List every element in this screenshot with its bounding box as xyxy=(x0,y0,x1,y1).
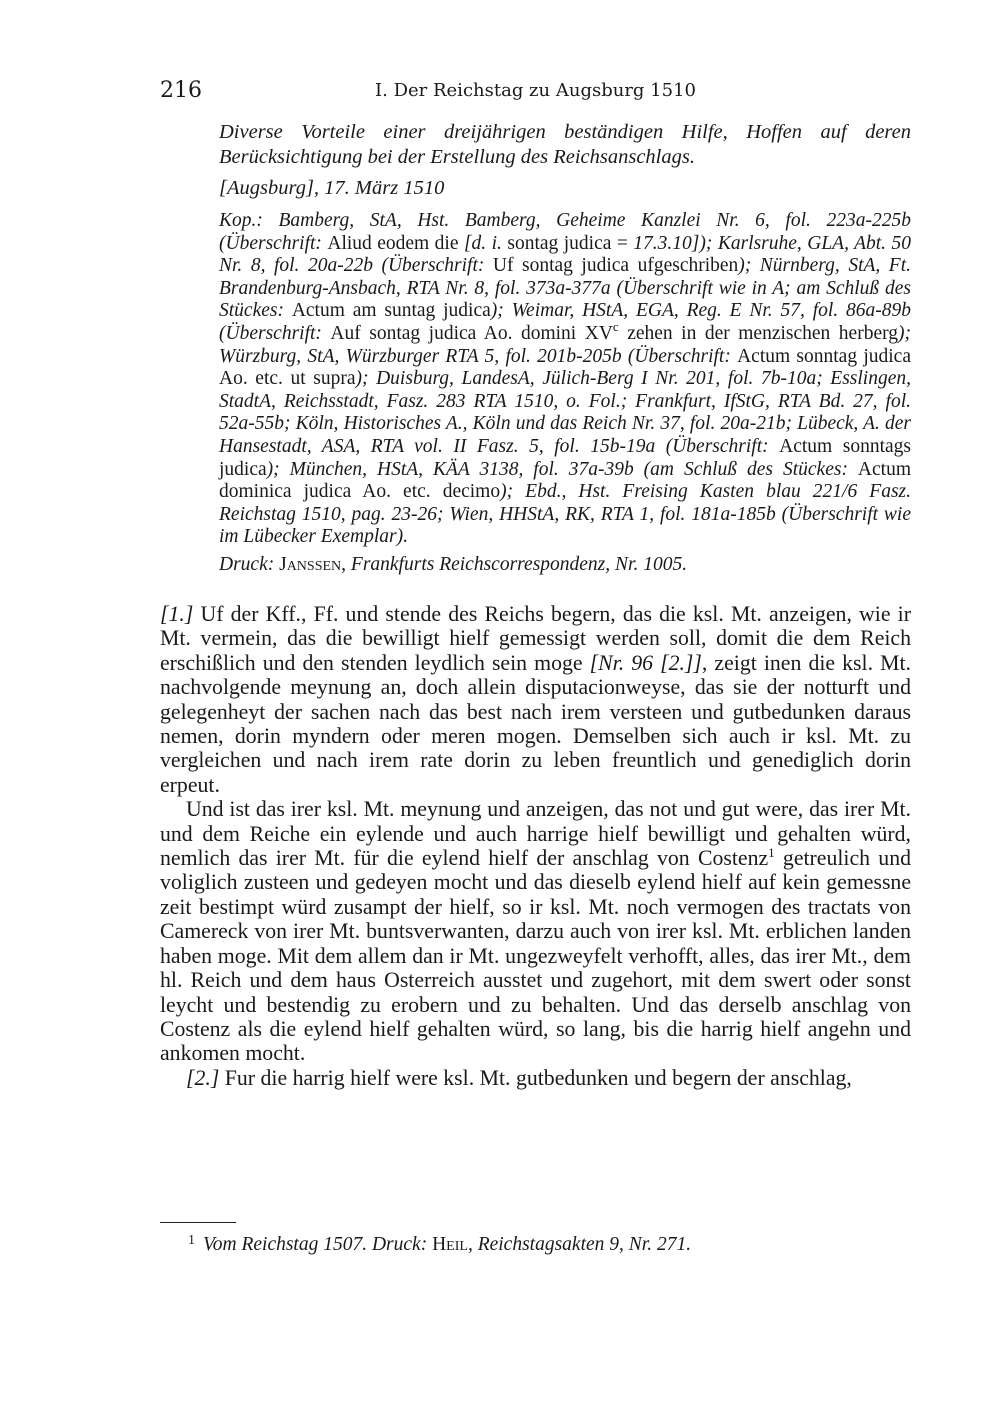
source-segment: Aliud eodem die xyxy=(327,232,464,254)
running-head: I. Der Reichstag zu Augsburg 1510 xyxy=(375,80,696,101)
cross-reference: [Nr. 96 [2.]] xyxy=(589,650,702,675)
source-segment: Kop.: Bamberg, StA, Hst. Bamberg, Geheime Kanzlei Nr. 6, fol. 223a-225b (Überschrift: xyxy=(219,210,911,254)
paragraph-1-text-a: Uf der Kff., Ff. und stende des Reichs begern, das die ksl. Mt. anzeigen, wie ir Mt. vermein, das die bewilligt hielf gemessigt werden soll, domit die dem Reich erschißlich und den stenden leydlich sein moge xyxy=(160,602,911,675)
source-segment: ); Weimar, HStA, EGA, Reg. E Nr. 57, fol. 86a-89b (Überschrift: xyxy=(219,300,912,344)
paragraph-1-text-b: , zeigt inen die ksl. Mt. nachvolgende meynung an, doch allein disputacionweyse, das sie der notturft und gelegenheyt der sachen nach das best nach irem versteen und gutbedunken daraus nemen, dorin myndern oder meren mogen. Demselben sich auch ir ksl. Mt. zu vergleichen und nach irem rate dorin zu leben freuntlich und genediglich dorin erpeut. xyxy=(160,650,911,797)
print-title: , Frankfurts Reichscorrespondenz, Nr. 1005. xyxy=(341,553,688,575)
source-segment: sontag judica = xyxy=(507,232,634,254)
paragraph-2-text-a: Und ist das irer ksl. Mt. meynung und anzeigen, das not und gut were, das irer Mt. und dem Reiche ein eylende und auch harrige hielf bewilligt und gehalten würd, nemlich das irer Mt. für die eylend hielf der anschlag von Costenz xyxy=(160,797,911,871)
footnote-text-a: Vom Reichstag 1507. Druck: xyxy=(203,1234,433,1255)
print-reference xyxy=(219,553,911,577)
source-segment: 17.3.10]); Karlsruhe, GLA, Abt. 50 Nr. 8, fol. 20a-22b (Überschrift: xyxy=(219,232,911,277)
source-segment: Actum sonntag judica Ao. etc. ut supra xyxy=(219,345,911,390)
source-segment: ); Nürnberg, StA, Ft. Brandenburg-Ansbach, RTA Nr. 8, fol. 373a-377a (Überschrift wie in A; am Schluß des Stückes: xyxy=(219,255,911,322)
footnote xyxy=(188,1229,691,1257)
paragraph-2 xyxy=(160,797,911,1065)
source-segment: c xyxy=(612,318,619,334)
footnote-text-b: , Reichstagsakten 9, Nr. 271. xyxy=(467,1234,692,1255)
print-label: Druck: xyxy=(219,553,280,575)
source-segment: ); Duisburg, LandesA, Jülich-Berg I Nr. 201, fol. 7b-10a; Esslingen, StadtA, Reichsstadt, Fasz. 283 RTA 1510, o. Fol.; Frankfurt, IfStG, RTA Bd. 27, fol. 52a-55b; Köln, Historisches A., Köln und das Reich Nr. 37, fol. 20a-21b; Lübeck, A. der Hansestadt, ASA, RTA vol. II Fasz. 5, fol. 15b-19a (Überschrift: xyxy=(219,368,911,457)
source-segment: Uf sontag judica ufgeschriben xyxy=(492,255,739,277)
print-author: Janssen xyxy=(279,553,342,575)
footnote-rule xyxy=(160,1222,236,1223)
source-segment: Auf sontag judica Ao. domini XV xyxy=(330,322,613,344)
section-marker-1: [1.] xyxy=(160,602,194,626)
footnote-number: 1 xyxy=(188,1233,195,1248)
footnote-marker[interactable]: 1 xyxy=(768,845,775,861)
paragraph-1 xyxy=(160,602,911,797)
source-segment: ); München, HStA, KÄA 3138, fol. 37a-39b (am Schluß des Stückes: xyxy=(266,458,858,480)
source-segment: Actum am suntag judica xyxy=(291,300,491,322)
paragraph-3-text: Fur die harrig hielf were ksl. Mt. gutbedunken und begern der anschlag, xyxy=(219,1065,852,1090)
source-segment: [d. i. xyxy=(463,232,508,254)
paragraph-3 xyxy=(160,1066,911,1090)
dateline: [Augsburg], 17. März 1510 xyxy=(219,177,445,199)
source-segment: ); Ebd., Hst. Freising Kasten blau 221/6 Fasz. Reichstag 1510, pag. 23-26; Wien, HHStA, RK, RTA 1, fol. 181a-185b (Überschrift wie im Lübecker Exemplar). xyxy=(219,481,912,548)
body-text xyxy=(160,602,911,1090)
footnote-author: Heil xyxy=(432,1234,468,1255)
source-segment: Actum dominica judica Ao. etc. decimo xyxy=(219,458,911,503)
document-header xyxy=(219,120,911,577)
regest: Diverse Vorteile einer dreijährigen beständigen Hilfe, Hoffen auf deren Berücksichtigung bei der Erstellung des Reichsanschlags. xyxy=(219,121,911,168)
page-number: 216 xyxy=(160,78,202,103)
section-marker-2: [2.] xyxy=(186,1065,220,1090)
paragraph-2-text-b: getreulich und voliglich zusteen und gedeyen mocht und das dieselb eylend hielf auf kein gemessne zeit bestimpt würd zusampt der hielf, so ir ksl. Mt. noch vermogen des tractats von Camereck von irer Mt. buntsverwanten, darzu auch von irer ksl. Mt. erblichen landen haben moge. Mit dem allem dan ir Mt. ungezweyfelt verhofft, alles, das irer Mt., dem hl. Reich und dem haus Osterreich ausstet und zugehort, mit dem swert oder sonst leycht und bestendig zu erobern und zu behalten. Und das derselb anschlag von Costenz als die eylend hielf gehalten würd, so lang, bis die harrig hielf angehn und ankomen mocht. xyxy=(160,846,911,1066)
source-segment: Actum sonntags judica xyxy=(219,435,911,480)
source-segment: ); Würzburg, StA, Würzburger RTA 5, fol. 201b-205b (Überschrift: xyxy=(219,322,912,367)
source-segment: zehen in der menzischen herberg xyxy=(618,322,899,344)
source-references xyxy=(219,210,911,549)
